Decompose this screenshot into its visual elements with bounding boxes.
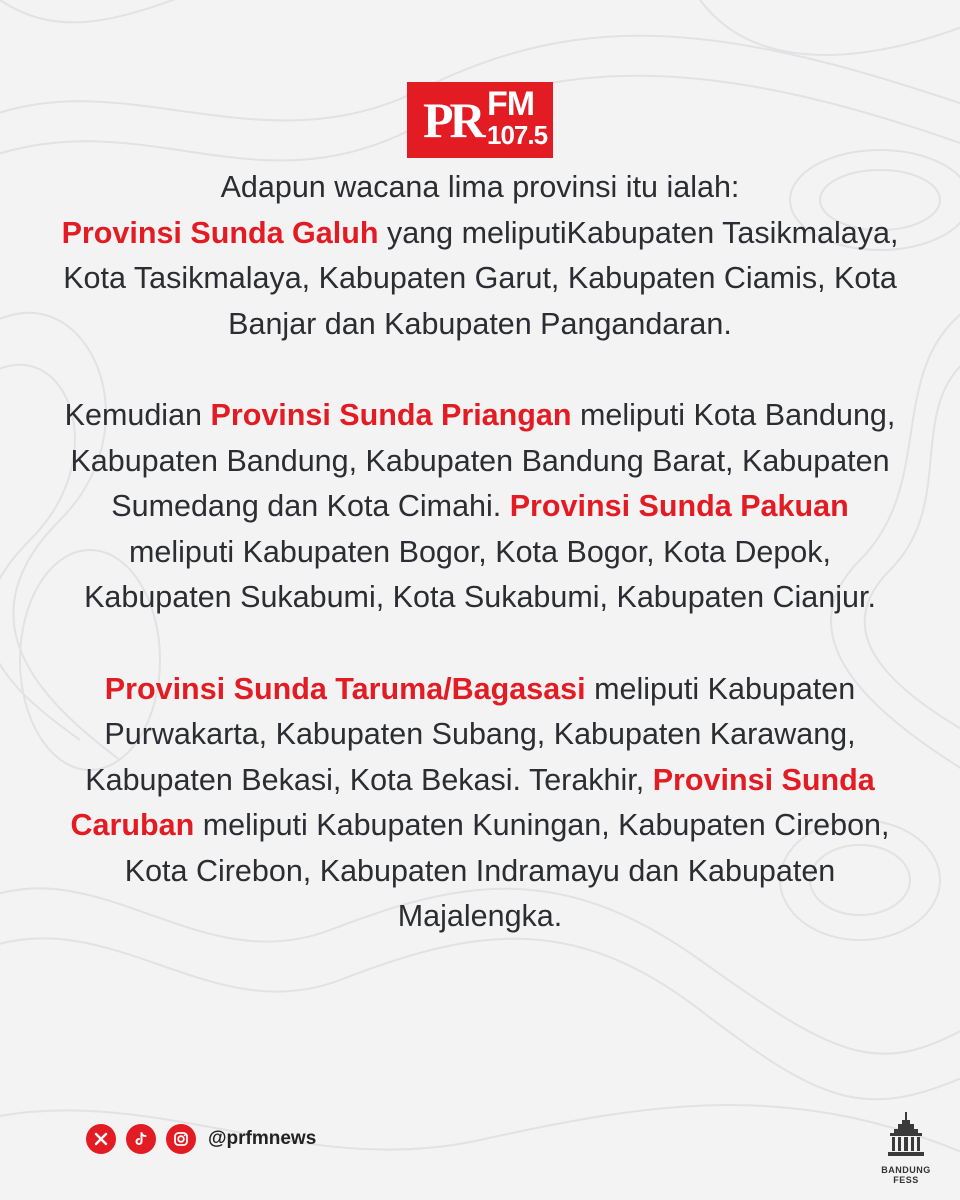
logo-frequency: 107.5 (487, 120, 548, 150)
province-galuh: Provinsi Sunda Galuh (61, 215, 379, 250)
province-caruban: Provinsi Sunda Caruban (70, 762, 875, 842)
province-taruma-text: meliputi Kabupaten Purwakarta, Kabupaten Subang, Kabupaten Karawang, Kabupaten Bekasi, Kota Bekasi. Terakhir, (85, 671, 856, 797)
province-galuh-text: yang meliputiKabupaten Tasikmalaya, Kota Tasikmalaya, Kabupaten Garut, Kabupaten Ciamis, Kota Banjar dan Kabupaten Pangandaran. (63, 215, 899, 341)
province-taruma: Provinsi Sunda Taruma/Bagasasi (104, 671, 586, 706)
intro-line: Adapun wacana lima provinsi itu ialah: (220, 170, 740, 204)
province-pakuan: Provinsi Sunda Pakuan (509, 489, 849, 523)
province-priangan-text: meliputi Kota Bandung, Kabupaten Bandung, Kabupaten Bandung Barat, Kabupaten Sumedang dan Kota Cimahi. (70, 398, 896, 523)
partner-line1: BANDUNG (881, 1165, 931, 1175)
instagram-icon[interactable] (166, 1124, 196, 1154)
social-handle[interactable]: @prfmnews (208, 1128, 317, 1149)
paragraph-taruma-caruban (60, 667, 900, 940)
social-bar (86, 1122, 316, 1156)
paragraph-priangan-pakuan (60, 393, 900, 621)
province-pakuan-text: meliputi Kabupaten Bogor, Kota Bogor, Kota Depok, Kabupaten Sukabumi, Kota Sukabumi, Kabupaten Cianjur. (84, 534, 876, 614)
article-body (60, 165, 900, 940)
bandung-fess-logo (876, 1110, 936, 1190)
x-icon[interactable] (86, 1124, 116, 1154)
paragraph-galuh (60, 211, 900, 348)
province-priangan: Provinsi Sunda Priangan (210, 398, 572, 432)
province-caruban-text: meliputi Kabupaten Kuningan, Kabupaten Cirebon, Kota Cirebon, Kabupaten Indramayu dan Kabupaten Majalengka. (124, 808, 890, 933)
partner-line2: FESS (893, 1175, 919, 1185)
tiktok-icon[interactable] (126, 1124, 156, 1154)
logo-fm: FM (487, 85, 535, 123)
prfm-logo (407, 82, 553, 158)
paragraph2-lead: Kemudian (64, 398, 211, 432)
logo-brand: PR (423, 92, 482, 148)
gedung-sate-icon (884, 1110, 928, 1160)
